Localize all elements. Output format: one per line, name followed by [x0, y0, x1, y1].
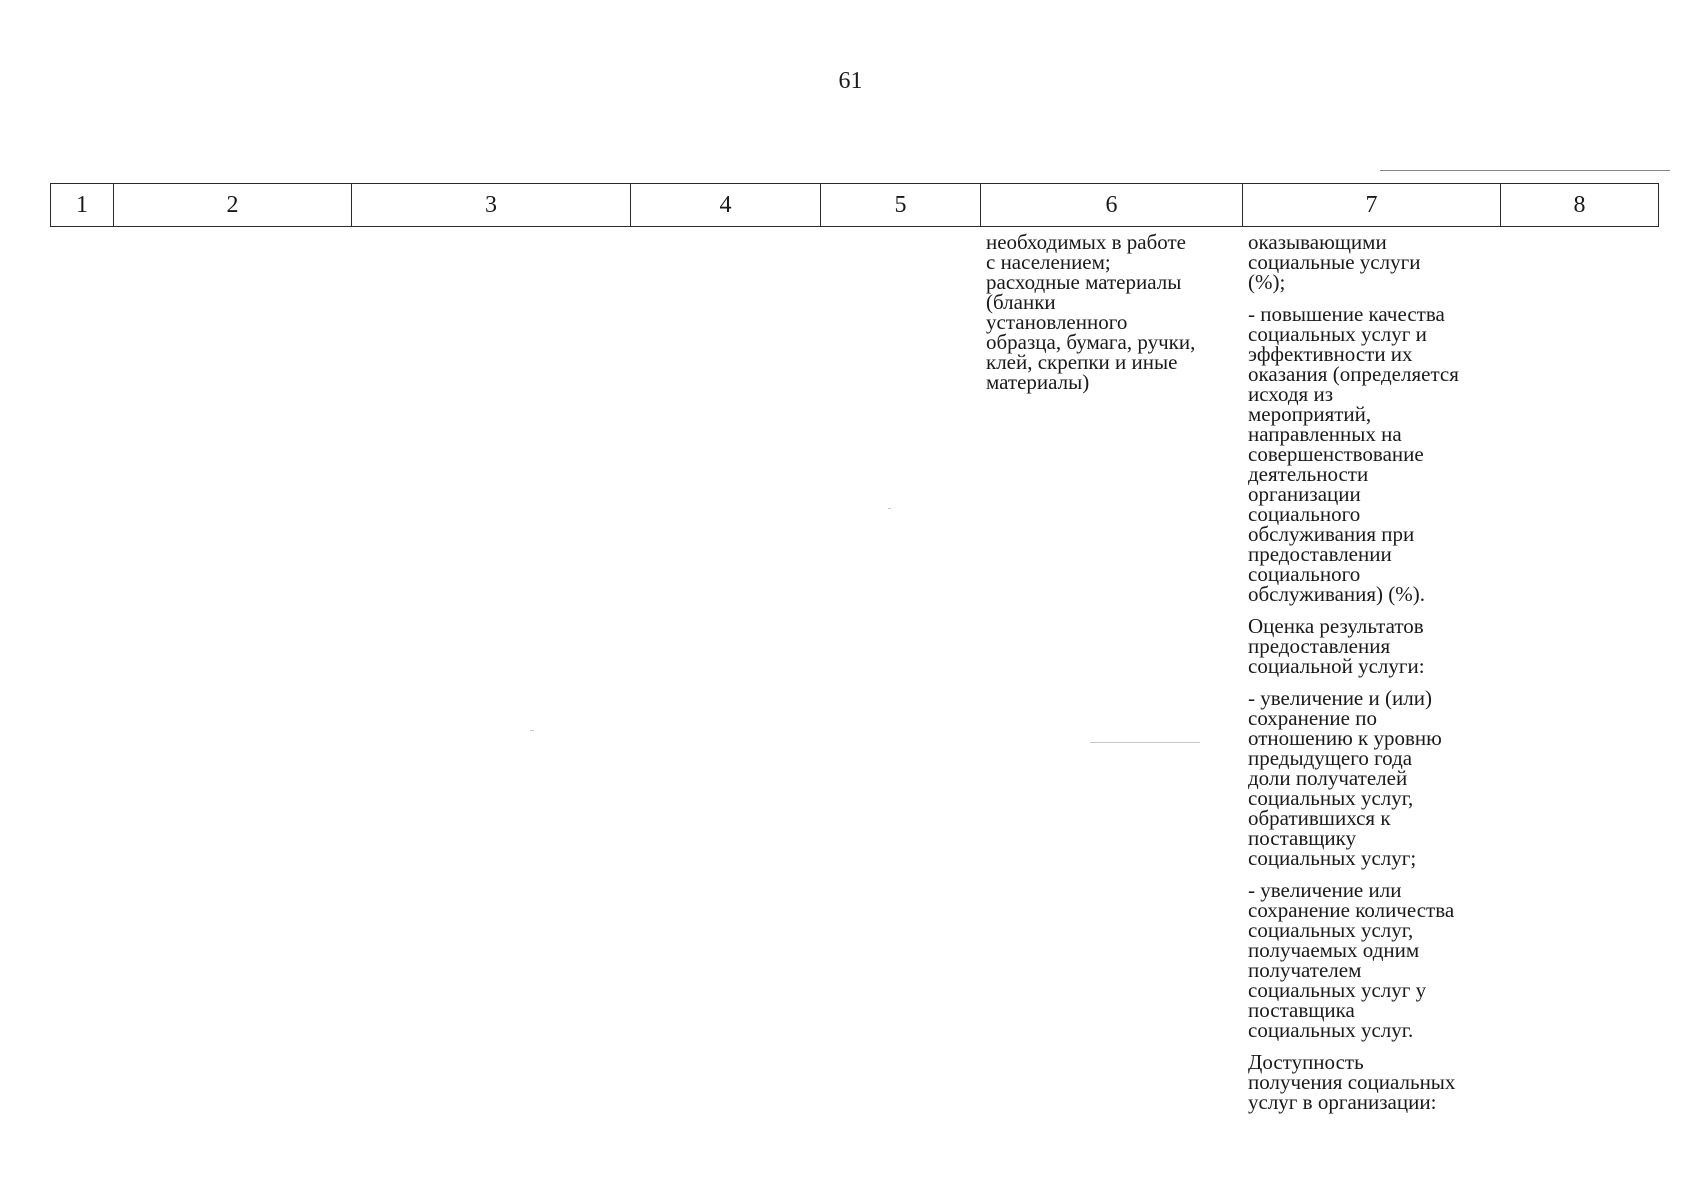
column-number-3: 3 [352, 184, 631, 227]
column-number-2: 2 [114, 184, 352, 227]
top-rule [1380, 170, 1670, 171]
header-row [51, 184, 1659, 227]
column-number-5: 5 [821, 184, 981, 227]
column-number-6: 6 [981, 184, 1243, 227]
column-number-8: 8 [1501, 184, 1659, 227]
column-7-paragraph-2: - повышение качества социальных услуг и эффективности их оказания (определяется исходя из мероприятий, направленных на совершенствование деятельности организации социального обслуживания при предоставлении социального обслуживания) (%). [1248, 302, 1459, 606]
column-6-text: необходимых в работе с населением; расходные материалы (бланки установленного образца, бумага, ручки, клей, скрепки и иные материалы) [986, 230, 1196, 394]
scan-speck [530, 730, 534, 731]
column-number-1: 1 [51, 184, 114, 227]
column-number-header [50, 183, 1659, 227]
page-number: 61 [838, 68, 863, 94]
column-7-cell [1248, 232, 1508, 1124]
scan-speck [888, 508, 891, 509]
scan-speck [1090, 742, 1200, 743]
column-number-7: 7 [1243, 184, 1501, 227]
column-7-paragraph-1: оказывающими социальные услуги (%); [1248, 230, 1421, 294]
column-7-paragraph-4: - увеличение и (или) сохранение по отношению к уровню предыдущего года доли получателей социальных услуг, обратившихся к поставщику социальных услуг; [1248, 686, 1442, 870]
column-7-paragraph-3: Оценка результатов предоставления социальной услуги: [1248, 614, 1425, 678]
column-number-4: 4 [631, 184, 821, 227]
column-7-paragraph-6: Доступность получения социальных услуг в организации: [1248, 1050, 1456, 1114]
column-7-paragraph-5: - увеличение или сохранение количества социальных услуг, получаемых одним получателем социальных услуг у поставщика социальных услуг. [1248, 878, 1455, 1042]
column-6-cell [986, 232, 1242, 404]
